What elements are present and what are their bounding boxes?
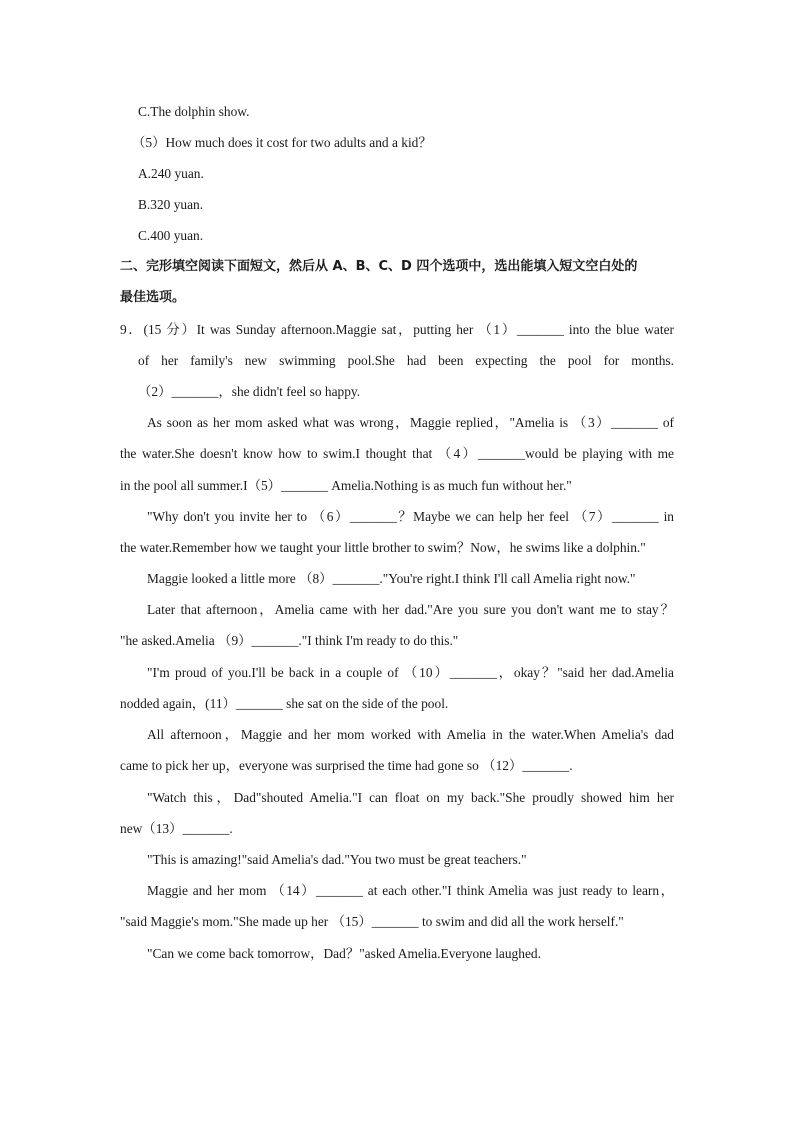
question-9-line: of her family's new swimming pool.She had been expecting the pool for months. [138, 353, 674, 368]
passage-line: "This is amazing!"said Amelia's dad."You two must be great teachers." [147, 852, 527, 867]
passage-line: As soon as her mom asked what was wrong，Maggie replied，"Amelia is （3）_______ of [147, 415, 674, 430]
passage-line: All afternoon，Maggie and her mom worked with Amelia in the water.When Amelia's dad [147, 727, 674, 742]
passage-line: Maggie looked a little more （8）_______."You're right.I think I'll call Amelia right now." [147, 571, 636, 586]
passage-line: "said Maggie's mom."She made up her （15）_______ to swim and did all the work herself." [120, 914, 624, 929]
passage-line: "he asked.Amelia （9）_______."I think I'm ready to do this." [120, 633, 459, 648]
option-a: A.240 yuan. [138, 166, 204, 181]
passage-line: "I'm proud of you.I'll be back in a couple of （10）_______，okay？"said her dad.Amelia [147, 665, 674, 680]
option-c: C.400 yuan. [138, 228, 204, 243]
passage-line: the water.She doesn't know how to swim.I thought that （4）_______would be playing with me [120, 446, 674, 461]
passage-line: in the pool all summer.I（5）_______ Amelia.Nothing is as much fun without her." [120, 478, 572, 493]
passage-line: "Can we come back tomorrow，Dad？"asked Amelia.Everyone laughed. [147, 946, 541, 961]
section-heading-line-1: 二、完形填空阅读下面短文，然后从 A、B、C、D 四个选项中，选出能填入短文空白处的 [120, 259, 638, 274]
question-9-line: （2）_______，she didn't feel so happy. [138, 384, 361, 399]
passage-line: came to pick her up，everyone was surprised the time had gone so （12）_______. [120, 758, 573, 773]
passage-line: Later that afternoon，Amelia came with her dad."Are you sure you don't want me to stay？ [147, 602, 674, 617]
passage-line: "Watch this，Dad"shouted Amelia."I can float on my back."She proudly showed him her [147, 790, 674, 805]
passage-line: nodded again，(11）_______ she sat on the side of the pool. [120, 696, 449, 711]
passage-line: the water.Remember how we taught your little brother to swim？Now，he swims like a dolphin." [120, 540, 646, 555]
option-b: B.320 yuan. [138, 197, 204, 212]
passage-line: new（13）_______. [120, 821, 233, 836]
option-c-dolphin: C.The dolphin show. [138, 104, 250, 119]
question-9-line: 9．(15 分）It was Sunday afternoon.Maggie sat，putting her （1）_______ into the blue water [120, 322, 674, 337]
section-heading-line-2: 最佳选项。 [120, 290, 186, 305]
passage-line: Maggie and her mom （14）_______ at each other."I think Amelia was just ready to learn， [147, 883, 674, 898]
passage-line: "Why don't you invite her to （6）_______？Maybe we can help her feel （7）_______ in [147, 509, 674, 524]
question-5: （5）How much does it cost for two adults and a kid？ [132, 135, 432, 150]
